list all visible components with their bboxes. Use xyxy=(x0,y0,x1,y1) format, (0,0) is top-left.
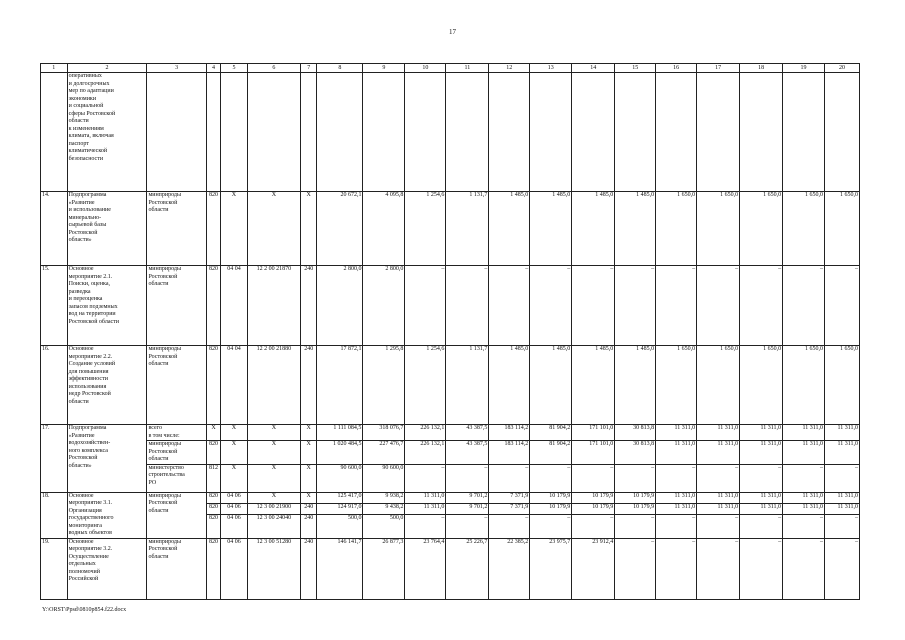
amount-cell: 9 701,2 xyxy=(446,492,489,503)
amount-cell: 11 311,0 xyxy=(405,503,446,514)
grbs-code: 820 xyxy=(206,492,220,503)
section-code: X xyxy=(221,441,248,465)
amount-cell: – xyxy=(783,514,825,538)
empty-cell xyxy=(825,73,860,192)
target-article-code: 12 3 00 21900 xyxy=(247,503,300,514)
amount-cell: – xyxy=(615,464,656,492)
amount-cell: 227 476,7 xyxy=(363,441,405,465)
amount-cell: 25 226,7 xyxy=(446,538,489,599)
empty-cell xyxy=(147,73,206,192)
amount-cell: 11 311,0 xyxy=(656,425,697,441)
amount-cell: – xyxy=(530,514,572,538)
column-number: 14 xyxy=(572,64,615,73)
amount-cell: 11 311,0 xyxy=(656,503,697,514)
empty-cell xyxy=(656,73,697,192)
table-row xyxy=(41,346,860,425)
amount-cell: 11 311,0 xyxy=(656,492,697,503)
column-number: 8 xyxy=(317,64,363,73)
amount-cell: 11 311,0 xyxy=(783,492,825,503)
amount-cell: – xyxy=(783,464,825,492)
table-row xyxy=(41,492,860,503)
amount-cell: 11 311,0 xyxy=(697,492,740,503)
amount-cell: 1 650,0 xyxy=(825,192,860,266)
row-name: оперативных и долгосрочных мер по адаптации экономики и социальной сферы Ростовской области к изменениям климата, включая паспорт климатической безопасности xyxy=(67,73,147,192)
amount-cell: – xyxy=(446,514,489,538)
section-code: X xyxy=(221,464,248,492)
amount-cell: 171 101,0 xyxy=(572,425,615,441)
row-number: 18. xyxy=(41,492,68,538)
table-row xyxy=(41,266,860,346)
empty-cell xyxy=(221,73,248,192)
responsible-executor: минприроды Ростовской области xyxy=(147,538,206,599)
amount-cell: 9 701,2 xyxy=(446,503,489,514)
amount-cell: – xyxy=(405,266,446,346)
amount-cell: – xyxy=(740,266,783,346)
column-number: 4 xyxy=(206,64,220,73)
column-number: 6 xyxy=(247,64,300,73)
amount-cell: 318 076,7 xyxy=(363,425,405,441)
empty-cell xyxy=(697,73,740,192)
column-number: 11 xyxy=(446,64,489,73)
table-row xyxy=(41,464,860,492)
amount-cell: – xyxy=(530,266,572,346)
amount-cell: 4 095,8 xyxy=(363,192,405,266)
column-number: 13 xyxy=(530,64,572,73)
expense-type-code: X xyxy=(301,492,317,503)
amount-cell: – xyxy=(656,538,697,599)
amount-cell: 30 813,8 xyxy=(615,425,656,441)
amount-cell: – xyxy=(656,514,697,538)
amount-cell: 43 387,5 xyxy=(446,441,489,465)
continuation-row xyxy=(41,73,860,192)
amount-cell: 11 311,0 xyxy=(783,503,825,514)
section-code: 04 04 xyxy=(221,346,248,425)
amount-cell: – xyxy=(825,266,860,346)
amount-cell: – xyxy=(783,538,825,599)
amount-cell: 10 179,9 xyxy=(530,503,572,514)
amount-cell: 1 485,0 xyxy=(530,346,572,425)
target-article-code: 12 2 00 21870 xyxy=(247,266,300,346)
column-number: 7 xyxy=(301,64,317,73)
amount-cell: 10 179,9 xyxy=(615,503,656,514)
amount-cell: 11 311,0 xyxy=(656,441,697,465)
amount-cell: 11 311,0 xyxy=(740,425,783,441)
amount-cell: 11 311,0 xyxy=(697,441,740,465)
page-number: 17 xyxy=(449,28,456,36)
amount-cell: 1 650,0 xyxy=(740,346,783,425)
row-number: 14. xyxy=(41,192,68,266)
empty-cell xyxy=(783,73,825,192)
amount-cell: 11 311,0 xyxy=(825,425,860,441)
amount-cell: 81 904,2 xyxy=(530,441,572,465)
row-number xyxy=(41,73,68,192)
amount-cell: 1 131,7 xyxy=(446,346,489,425)
responsible-executor: всего в том числе: xyxy=(147,425,206,441)
amount-cell: 7 371,9 xyxy=(489,503,530,514)
amount-cell: 23 975,7 xyxy=(530,538,572,599)
amount-cell: 1 485,0 xyxy=(489,346,530,425)
amount-cell: 1 111 084,5 xyxy=(317,425,363,441)
expense-type-code: 240 xyxy=(301,266,317,346)
amount-cell: 11 311,0 xyxy=(740,492,783,503)
empty-cell xyxy=(363,73,405,192)
table-row xyxy=(41,538,860,599)
amount-cell: – xyxy=(446,464,489,492)
responsible-executor: минприроды Ростовской области xyxy=(147,266,206,346)
amount-cell: – xyxy=(740,538,783,599)
column-number: 18 xyxy=(740,64,783,73)
amount-cell: – xyxy=(656,266,697,346)
target-article-code: X xyxy=(247,425,300,441)
section-code: 04 06 xyxy=(221,503,248,514)
empty-cell xyxy=(572,73,615,192)
file-path-footer: Y:\ORST\Ppsd\0810p854.f22.docx xyxy=(42,607,127,613)
column-number: 2 xyxy=(67,64,147,73)
column-number: 3 xyxy=(147,64,206,73)
amount-cell: 11 311,0 xyxy=(740,441,783,465)
amount-cell: 90 600,0 xyxy=(317,464,363,492)
empty-cell xyxy=(740,73,783,192)
amount-cell: – xyxy=(697,514,740,538)
amount-cell: 183 114,2 xyxy=(489,441,530,465)
amount-cell: 11 311,0 xyxy=(825,503,860,514)
empty-cell xyxy=(489,73,530,192)
amount-cell: 1 650,0 xyxy=(656,346,697,425)
empty-cell xyxy=(615,73,656,192)
amount-cell: 1 020 484,5 xyxy=(317,441,363,465)
amount-cell: – xyxy=(656,464,697,492)
expense-type-code: X xyxy=(301,464,317,492)
amount-cell: – xyxy=(615,514,656,538)
column-number: 9 xyxy=(363,64,405,73)
column-number: 12 xyxy=(489,64,530,73)
expense-type-code: 240 xyxy=(301,514,317,538)
amount-cell: 20 672,1 xyxy=(317,192,363,266)
amount-cell: 2 800,0 xyxy=(363,266,405,346)
row-name: Основное мероприятие 2.2. Создание условий для повышения эффективности использования недр Ростовской области xyxy=(67,346,147,425)
amount-cell: – xyxy=(697,464,740,492)
column-number: 10 xyxy=(405,64,446,73)
row-name: Основное мероприятие 2.1. Поиски, оценка, разведка и переоценка запасов подземных вод на территории Ростовской области xyxy=(67,266,147,346)
target-article-code: X xyxy=(247,441,300,465)
grbs-code: 820 xyxy=(206,441,220,465)
amount-cell: 1 254,6 xyxy=(405,192,446,266)
empty-cell xyxy=(530,73,572,192)
responsible-executor: минприроды Ростовской области xyxy=(147,441,206,465)
amount-cell: 90 600,0 xyxy=(363,464,405,492)
expense-type-code: 240 xyxy=(301,538,317,599)
grbs-code: 820 xyxy=(206,538,220,599)
row-number: 15. xyxy=(41,266,68,346)
section-code: X xyxy=(221,425,248,441)
amount-cell: 11 311,0 xyxy=(697,503,740,514)
amount-cell: – xyxy=(489,464,530,492)
amount-cell: – xyxy=(572,514,615,538)
amount-cell: – xyxy=(825,514,860,538)
section-code: 04 04 xyxy=(221,266,248,346)
expense-type-code: X xyxy=(301,441,317,465)
amount-cell: 11 311,0 xyxy=(783,441,825,465)
grbs-code: 820 xyxy=(206,192,220,266)
empty-cell xyxy=(206,73,220,192)
amount-cell: – xyxy=(825,538,860,599)
amount-cell: 1 485,0 xyxy=(615,192,656,266)
amount-cell: 1 295,8 xyxy=(363,346,405,425)
amount-cell: 22 385,2 xyxy=(489,538,530,599)
amount-cell: 11 311,0 xyxy=(697,425,740,441)
amount-cell: 10 179,9 xyxy=(615,492,656,503)
amount-cell: – xyxy=(740,464,783,492)
expense-type-code: X xyxy=(301,425,317,441)
amount-cell: 1 650,0 xyxy=(783,192,825,266)
responsible-executor: минприроды Ростовской области xyxy=(147,492,206,538)
responsible-executor: министерство строительства РО xyxy=(147,464,206,492)
amount-cell: 1 485,0 xyxy=(572,192,615,266)
section-code: 04 06 xyxy=(221,514,248,538)
grbs-code: 820 xyxy=(206,503,220,514)
row-name: Подпрограмма «Развитие и использование минерально- сырьевой базы Ростовской области» xyxy=(67,192,147,266)
row-name: Подпрограмма «Развитие водохозяйствен- ного комплекса Ростовской области» xyxy=(67,425,147,493)
amount-cell: 11 311,0 xyxy=(825,492,860,503)
amount-cell: 17 872,1 xyxy=(317,346,363,425)
grbs-code: 812 xyxy=(206,464,220,492)
amount-cell: – xyxy=(405,464,446,492)
column-number: 20 xyxy=(825,64,860,73)
amount-cell: 500,0 xyxy=(317,514,363,538)
section-code: 04 06 xyxy=(221,492,248,503)
amount-cell: 1 254,6 xyxy=(405,346,446,425)
amount-cell: – xyxy=(405,514,446,538)
responsible-executor: минприроды Ростовской области xyxy=(147,192,206,266)
amount-cell: 9 938,2 xyxy=(363,492,405,503)
amount-cell: 125 417,0 xyxy=(317,492,363,503)
grbs-code: 820 xyxy=(206,266,220,346)
amount-cell: 1 485,0 xyxy=(572,346,615,425)
amount-cell: 11 311,0 xyxy=(740,503,783,514)
target-article-code: 12 2 00 21880 xyxy=(247,346,300,425)
amount-cell: – xyxy=(783,266,825,346)
amount-cell: 146 141,7 xyxy=(317,538,363,599)
target-article-code: 12 3 00 24040 xyxy=(247,514,300,538)
amount-cell: 1 650,0 xyxy=(783,346,825,425)
amount-cell: – xyxy=(615,266,656,346)
amount-cell: 1 650,0 xyxy=(656,192,697,266)
section-code: 04 06 xyxy=(221,538,248,599)
section-code: X xyxy=(221,192,248,266)
amount-cell: 7 371,9 xyxy=(489,492,530,503)
table-row xyxy=(41,192,860,266)
column-number: 5 xyxy=(221,64,248,73)
amount-cell: – xyxy=(530,464,572,492)
row-number: 19. xyxy=(41,538,68,599)
empty-cell xyxy=(247,73,300,192)
amount-cell: 1 131,7 xyxy=(446,192,489,266)
expense-type-code: X xyxy=(301,192,317,266)
amount-cell: 10 179,9 xyxy=(572,503,615,514)
target-article-code: 12 3 00 51280 xyxy=(247,538,300,599)
target-article-code: X xyxy=(247,464,300,492)
amount-cell: 11 311,0 xyxy=(405,492,446,503)
amount-cell: 226 132,1 xyxy=(405,425,446,441)
grbs-code: X xyxy=(206,425,220,441)
target-article-code: X xyxy=(247,492,300,503)
empty-cell xyxy=(405,73,446,192)
amount-cell: 500,0 xyxy=(363,514,405,538)
amount-cell: – xyxy=(489,266,530,346)
responsible-executor: минприроды Ростовской области xyxy=(147,346,206,425)
column-number: 16 xyxy=(656,64,697,73)
amount-cell: 11 311,0 xyxy=(783,425,825,441)
amount-cell: – xyxy=(697,266,740,346)
amount-cell: – xyxy=(615,538,656,599)
table-row xyxy=(41,441,860,465)
amount-cell: – xyxy=(740,514,783,538)
grbs-code: 820 xyxy=(206,514,220,538)
amount-cell: 30 813,8 xyxy=(615,441,656,465)
amount-cell: 11 311,0 xyxy=(825,441,860,465)
amount-cell: 183 114,2 xyxy=(489,425,530,441)
column-number: 17 xyxy=(697,64,740,73)
amount-cell: 226 132,1 xyxy=(405,441,446,465)
amount-cell: 43 387,5 xyxy=(446,425,489,441)
amount-cell: 10 179,9 xyxy=(572,492,615,503)
empty-cell xyxy=(317,73,363,192)
column-number: 19 xyxy=(783,64,825,73)
expense-type-code: 240 xyxy=(301,346,317,425)
amount-cell: 1 485,0 xyxy=(489,192,530,266)
table-row xyxy=(41,425,860,441)
amount-cell: 10 179,9 xyxy=(530,492,572,503)
amount-cell: – xyxy=(572,266,615,346)
empty-cell xyxy=(301,73,317,192)
header-row xyxy=(41,64,860,73)
amount-cell: 9 438,2 xyxy=(363,503,405,514)
amount-cell: 1 650,0 xyxy=(697,192,740,266)
column-number: 15 xyxy=(615,64,656,73)
amount-cell: 81 904,2 xyxy=(530,425,572,441)
amount-cell: 1 485,0 xyxy=(615,346,656,425)
amount-cell: 1 650,0 xyxy=(697,346,740,425)
budget-table xyxy=(40,63,860,600)
amount-cell: – xyxy=(489,514,530,538)
amount-cell: 1 650,0 xyxy=(825,346,860,425)
row-number: 17. xyxy=(41,425,68,493)
amount-cell: – xyxy=(572,464,615,492)
amount-cell: 1 650,0 xyxy=(740,192,783,266)
target-article-code: X xyxy=(247,192,300,266)
empty-cell xyxy=(446,73,489,192)
amount-cell: – xyxy=(825,464,860,492)
row-number: 16. xyxy=(41,346,68,425)
grbs-code: 820 xyxy=(206,346,220,425)
amount-cell: 23 764,4 xyxy=(405,538,446,599)
amount-cell: – xyxy=(446,266,489,346)
amount-cell: 2 800,0 xyxy=(317,266,363,346)
amount-cell: 124 917,0 xyxy=(317,503,363,514)
amount-cell: 23 912,4 xyxy=(572,538,615,599)
row-name: Основное мероприятие 3.2. Осуществление отдельных полномочий Российской xyxy=(67,538,147,599)
amount-cell: 1 485,0 xyxy=(530,192,572,266)
amount-cell: 171 101,0 xyxy=(572,441,615,465)
amount-cell: – xyxy=(697,538,740,599)
expense-type-code: 240 xyxy=(301,503,317,514)
column-number: 1 xyxy=(41,64,68,73)
amount-cell: 26 877,3 xyxy=(363,538,405,599)
row-name: Основное мероприятие 3.1. Организация государственного мониторинга водных объектов xyxy=(67,492,147,538)
